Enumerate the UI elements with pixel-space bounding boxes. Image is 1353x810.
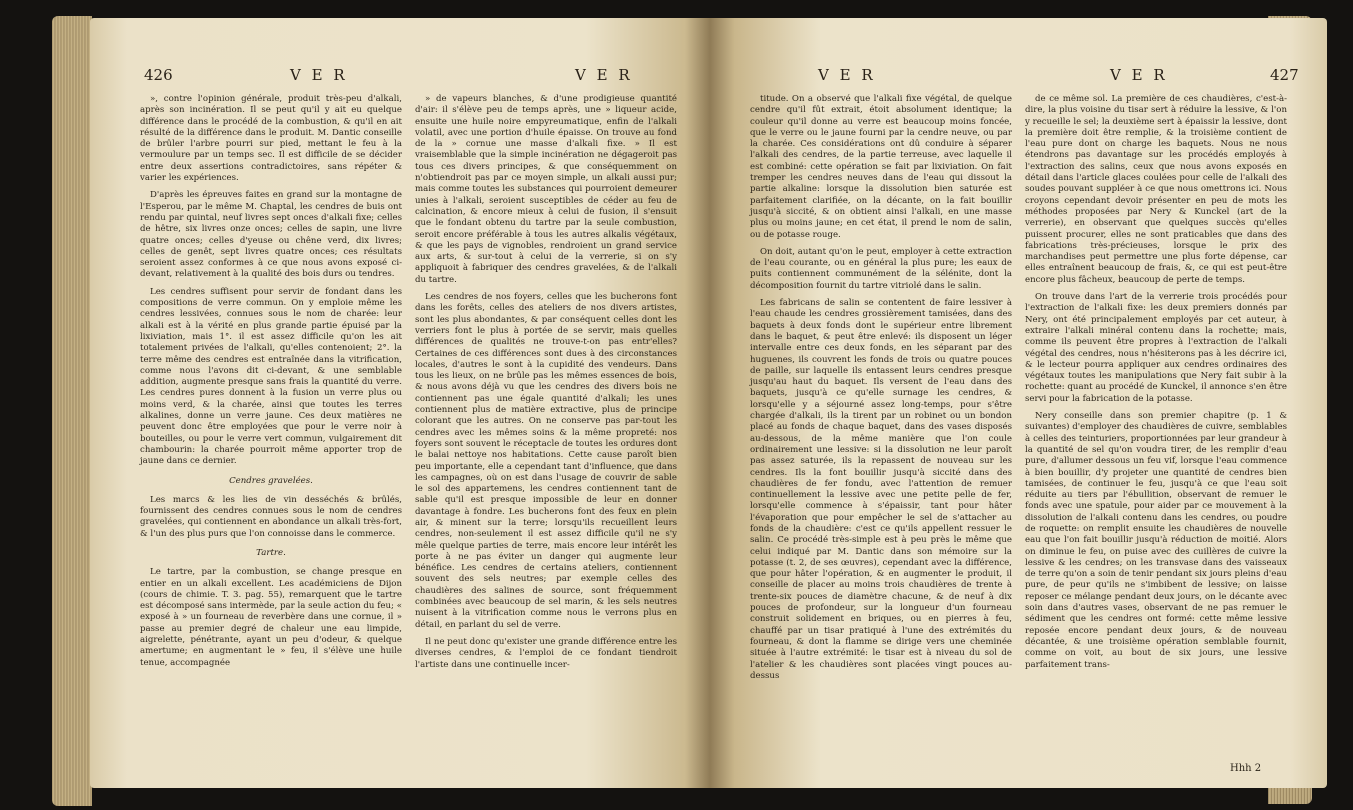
paragraph: de ce même sol. La première de ces chaudières, c'est-à-dire, la plus voisine du tisar sert à réduire la lessive, & l'on y recueille le sel; la deuxième sert à épaissir la lessive, dont la première doit être remplie, & la troisième contient de l'eau pure dont on charge les baquets. Nous ne nous étendrons pas davantage sur les procédés employés à l'extraction des salins, ceux que nous avons exposés en détail dans l'article glaces coulées pour celle de l'alkali des soudes pouvant suppléer à ce que nous omettrons ici. Nous croyons cependant devoir présenter en peu de mots les méthodes proposées par Nery & Kunckel (art de la verrerie), en observant que quelques succès qu'elles puissent procurer, elles ne sont praticables que dans des fabrications très-précieuses, lorsque le prix des marchandises peut permettre une plus forte dépense, car elles entraînent beaucoup de frais, &, ce qui est peut-être encore plus fâcheux, beaucoup de perte de temps. bbox=[1025, 94, 1287, 285]
paragraph: titude. On a observé que l'alkali fixe végétal, de quelque cendre qu'il fût extrait, étoit absolument identique; la couleur qu'il donne au verre est beaucoup moins foncée, que le verre ou le jaune fourni par la cendre neuve, ou par la charée. Ces considérations ont dû conduire à séparer l'alkali des cendres, de la partie terreuse, avec laquelle il est combiné: cette opération se fait par lixiviation. On fait tremper les cendres neuves dans de l'eau qui dissout la partie alkaline: lorsque la dissolution bien saturée est parfaitement clarifiée, on la décante, on la fait bouillir jusqu'à siccité, & on obtient ainsi l'alkali, en une masse plus ou moins jaune; en cet état, il prend le nom de salin, ou de potasse rouge. bbox=[750, 94, 1012, 240]
page-number-left: 426 bbox=[144, 66, 173, 84]
left-page-column-2 bbox=[415, 94, 677, 677]
running-head-left-2: V E R bbox=[575, 66, 633, 84]
paragraph: Les cendres de nos foyers, celles que les bucherons font dans les forêts, celles des ateliers de nos divers artistes, sont les plus abondantes, & par conséquent celles dont les verriers font le plus à portée de se servir, mais quelles différences de qualités ne trouve-t-on pas entr'elles? Certaines de ces différences sont dues à des circonstances locales, d'autres le sont à la cupidité des vendeurs. Dans tous les lieux, on ne brûle pas les mêmes essences de bois, & nous avons déjà vu que les cendres des divers bois ne contiennent pas une égale quantité d'alkali; les unes contiennent plus de matière extractive, plus de principe colorant que les autres. On ne conserve pas par-tout les cendres avec les mêmes soins & la même propreté: nos foyers sont souvent le réceptacle de toutes les ordures dont le balai nettoye nos habitations. Cette cause paroît bien peu importante, elle a cependant tant d'influence, que dans les campagnes, où on est dans l'usage de couvrir de sable le sol des appartemens, les cendres contiennent tant de sable qu'il est presque impossible de leur en donner davantage à fondre. Les bucherons font des feux en plein air, & minent sur la terre; lorsqu'ils recueillent leurs cendres, non-seulement il est assez difficile qu'il ne s'y mêle quelque parties de terre, mais encore leur intérêt les porte à ne pas éviter un danger qui augmente leur bénéfice. Les cendres de certains ateliers, contiennent souvent des sels neutres; par exemple celles des chaudières des salines de source, sont fréquemment combinées avec beaucoup de sel marin, & les sels neutres nuisent à la vitrification comme nous le verrons plus en détail, en parlant du sel de verre. bbox=[415, 292, 677, 630]
paragraph: Les cendres suffisent pour servir de fondant dans les compositions de verre commun. On y emploie même les cendres lessivées, connues sous le nom de charée: leur alkali est à la vérité en plus grande partie épuisé par la lixiviation, mais 1°. il est assez difficile qu'on les ait totalement privées de l'alkali, qu'elles contenoient; 2°. la terre même des cendres est entraînée dans la vitrification, comme nous l'avons dit ci-devant, & une semblable addition, augmente presque sans frais la quantité du verre. Les cendres pures donnent à la fusion un verre plus ou moins verd, & la charée, ainsi que toutes les terres alkalines, donne un verre jaune. Ces deux matières ne peuvent donc être employées que pour le verre noir à bouteilles, ou pour le verre vert commun, vulgairement dit chambourin: la charée pourroit même apporter trop de jaune dans ce dernier. bbox=[140, 286, 402, 467]
left-page bbox=[90, 18, 710, 788]
signature-mark: Hhh 2 bbox=[1230, 763, 1262, 774]
paragraph: On trouve dans l'art de la verrerie trois procédés pour l'extraction de l'alkali fixe: les deux premiers donnés par Nery, ont été principalement employés par cet auteur, à extraire l'alkali minéral contenu dans la rochette; mais, comme ils peuvent être propres à l'extraction de l'alkali végétal des cendres, nous n'hésiterons pas à les décrire ici, & le lecteur pourra appliquer aux cendres ordinaires des végétaux toutes les manipulations que Nery fait subir à la rochette: quant au procédé de Kunckel, il annonce s'en être servi pour la fabrication de la potasse. bbox=[1025, 292, 1287, 404]
open-book bbox=[34, 6, 1324, 801]
page-number-right: 427 bbox=[1270, 66, 1299, 84]
paragraph: », contre l'opinion générale, produit très-peu d'alkali, après son incinération. Il se peut qu'il y ait eu quelque différence dans le procédé de la combustion, & qu'il en ait résulté de la différence dans le produit. M. Dantic conseille de brûler l'arbre pourri sur pied, mettant le feu à la vermoulure par un temps sec. Il est difficile de se décider entre deux assertions contradictoires, sans répéter & varier les expériences. bbox=[140, 94, 402, 184]
paragraph: Le tartre, par la combustion, se change presque en entier en un alkali excellent. Les académiciens de Dijon (cours de chimie. T. 3. pag. 55), remarquent que le tartre est décomposé sans intermède, par la seule action du feu; « exposé à » un fourneau de reverbère dans une cornue, il » passe au premier degré de chaleur une eau limpide, aigrelette, pénétrante, ayant un peu d'odeur, & quelque amertume; en augmentant le » feu, il s'élève une huile tenue, accompagnée bbox=[140, 567, 402, 668]
section-heading: Tartre. bbox=[256, 547, 286, 558]
right-page bbox=[710, 18, 1327, 788]
paragraph: D'après les épreuves faites en grand sur la montagne de l'Esperou, par le même M. Chaptal, les cendres de buis ont rendu par quintal, neuf livres sept onces d'alkali fixe; celles de hêtre, six livres onze onces; celles de sapin, une livre quatre onces; celles d'yeuse ou chêne verd, dix livres; celles de genêt, sept livres quatre onces; ces résultats seroient assez conformes à ce que nous avons exposé ci-devant, relativement à la qualité des bois durs ou tendres. bbox=[140, 190, 402, 280]
running-head-left: V E R bbox=[290, 66, 348, 84]
right-page-column-2 bbox=[1025, 94, 1287, 677]
paragraph: Les fabricans de salin se contentent de faire lessiver à l'eau chaude les cendres grossièrement tamisées, dans des baquets à deux fonds dont le supérieur entre librement dans le baquet, & peut être enlevé: ils disposent un léger intervalle entre ces deux fonds, en les séparant par des huguenes, ils couvrent les fonds de trois ou quatre pouces de paille, sur laquelle ils entassent leurs cendres presque jusqu'au haut du baquet. Ils versent de l'eau dans des baquets, jusqu'à ce qu'elle surnage les cendres, & lorsqu'elle y a séjourné assez long-temps, pour s'être chargée d'alkali, ils la tirent par un robinet ou un bondon placé au fonds de chaque baquet, dans des vases disposés au-dessous, de la même manière que l'on coule ordinairement une lessive: si la dissolution ne leur paroît pas assez saturée, ils la repassent de nouveau sur les cendres. Ils la font bouillir jusqu'à siccité dans des chaudières de fer fondu, avec l'attention de remuer continuellement la lessive avec une petite pelle de fer, lorsqu'elle commence à s'épaissir, tant pour hâter l'évaporation que pour empêcher le sel de s'attacher au fonds de la chaudière: c'est ce qu'ils appellent ressuer le salin. Ce procédé très-simple est à peu près le même que celui indiqué par M. Dantic dans son mémoire sur la potasse (t. 2, de ses œuvres), cependant avec la différence, que pour hâter l'opération, & en augmenter le produit, il conseille de placer au moins trois chaudières de trente à trente-six pouces de diamètre chacune, & de neuf à dix pouces de profondeur, sur la longueur d'un fourneau construit solidement en briques, ou en pierres à feu, chauffé par un tisar pratiqué à l'une des extrémités du fourneau, & dont la flamme se dirige vers une cheminée située à l'autre extrémité: le tisar est à niveau du sol de l'atelier & les chaudières sont placées vingt pouces au-dessus bbox=[750, 298, 1012, 681]
left-page-column-1 bbox=[140, 94, 402, 675]
right-page-header bbox=[710, 66, 1327, 88]
paragraph: Nery conseille dans son premier chapitre (p. 1 & suivantes) d'employer des chaudières de cuivre, semblables à celles des teinturiers, proportionnées par leur grandeur à la quantité de sel qu'on voudra tirer, de les remplir d'eau pure, d'allumer dessous un feu vif, lorsque l'eau commence à bien bouillir, d'y projeter une quantité de cendres bien tamisées, de continuer le feu, jusqu'à ce que l'eau soit réduite au tiers par l'ébullition, observant de remuer le fonds avec une spatule, pour aider par ce mouvement à la dissolution de l'alkali contenu dans les cendres, ou poudre de roquette: on remplit ensuite les chaudières de nouvelle eau que l'on fait bouillir jusqu'à réduction de moitié. Alors on diminue le feu, on puise avec des cuillères de cuivre la lessive & les cendres; on les transvase dans des vaisseaux de terre qu'on a soin de tenir pendant six jours pleins d'eau pure, de peur qu'ils ne s'imbibent de lessive; on laisse reposer ce mélange pendant deux jours, on le décante avec soin dans d'autres vases, observant de ne pas remuer le sédiment que les cendres ont formé: cette même lessive reposée encore pendant deux jours, & de nouveau décantée, & une troisième opération semblable fournit, comme on voit, au bout de six jours, une lessive parfaitement trans- bbox=[1025, 411, 1287, 670]
paragraph: On doit, autant qu'on le peut, employer à cette extraction de l'eau courante, ou en général la plus pure; les eaux de puits contiennent communément de la sélénite, dont la décomposition fournit du tartre vitriolé dans le salin. bbox=[750, 246, 1012, 291]
paragraph: Il ne peut donc qu'exister une grande différence entre les diverses cendres, & l'emploi de ce fondant tiendroit l'artiste dans une continuelle incer- bbox=[415, 636, 677, 670]
paragraph: » de vapeurs blanches, & d'une prodigieuse quantité d'air: il s'élève peu de temps après, une » liqueur acide, ensuite une huile noire empyreumatique, enfin de l'alkali volatil, avec une portion d'huile épaisse. On trouve au fond de la » cornue une masse d'alkali fixe. » Il est vraisemblable que la simple incinération ne dégageroit pas tous ces divers principes, & que conséquemment on n'obtiendroit pas par ce moyen simple, un alkali aussi pur; mais comme toutes les substances qui pourroient demeurer unies à l'alkali, seroient susceptibles de céder au feu de calcination, & encore mieux à celui de fusion, il s'ensuit que le fondant obtenu du tartre par la seule combustion, seroit encore préférable à tous les autres alkalis végétaux, & que les pays de vignobles, rendroient un grand service aux arts, & sur-tout à celui de la verrerie, si on s'y appliquoit à fabriquer des cendres gravelées, & de l'alkali du tartre. bbox=[415, 94, 677, 285]
running-head-right-1: V E R bbox=[818, 66, 876, 84]
paragraph: Les marcs & les lies de vin desséchés & brûlés, fournissent des cendres connues sous le nom de cendres gravelées, qui contiennent en abondance un alkali très-fort, & l'un des plus purs que l'on connoisse dans le commerce. bbox=[140, 494, 402, 539]
section-heading: Cendres gravelées. bbox=[229, 475, 313, 486]
left-page-header bbox=[90, 66, 710, 88]
left-page-edges bbox=[52, 16, 92, 806]
right-page-column-1 bbox=[750, 94, 1012, 688]
running-head-right-2: V E R bbox=[1110, 66, 1168, 84]
